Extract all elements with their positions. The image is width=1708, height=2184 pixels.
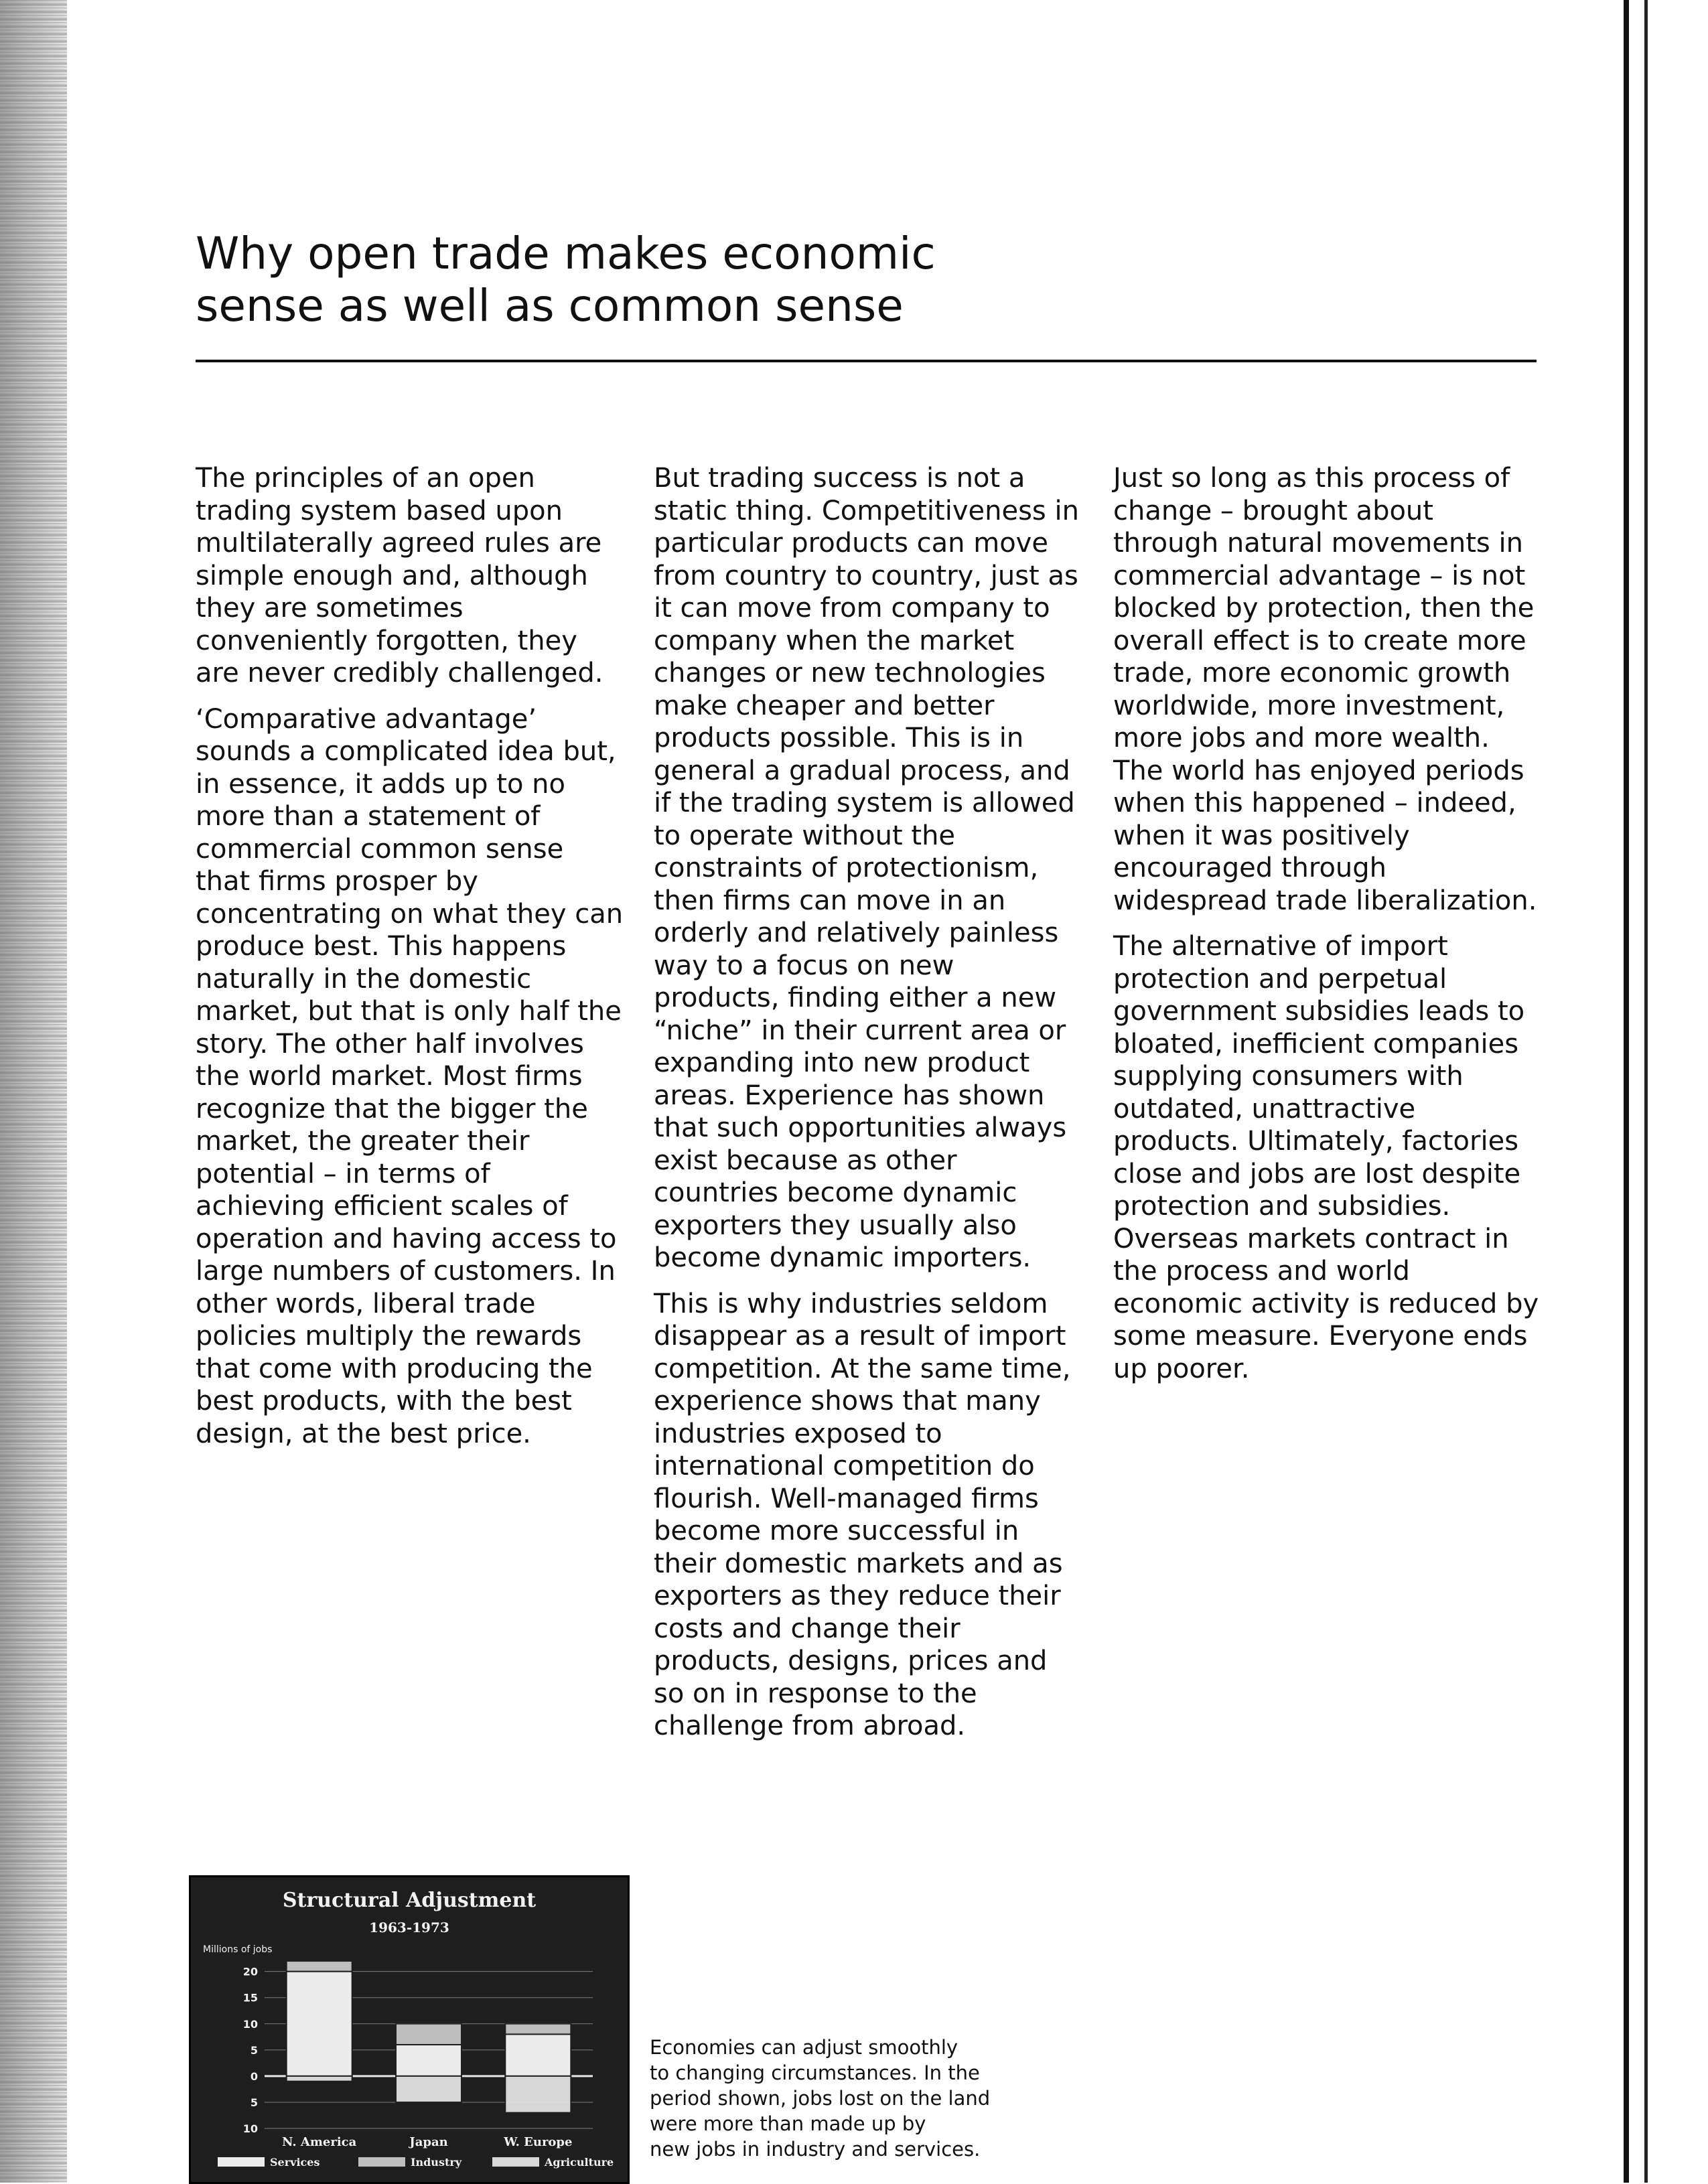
chart-y-tick-label: 20 (242, 1965, 258, 1978)
caption-line: were more than made up by (650, 2112, 926, 2135)
scan-edge-line (1644, 0, 1648, 2183)
chart-canvas (191, 1877, 628, 2182)
text-column-3 (1113, 462, 1545, 1398)
chart-bar (287, 1961, 352, 1972)
chart-y-tick-label: 15 (242, 1991, 258, 2005)
chart-y-tick-label: 10 (242, 2017, 258, 2031)
chart-bars (287, 1961, 571, 2113)
chart-legend-label: Industry (411, 2156, 462, 2169)
paragraph: The alternative of import protection and perpetual government subsidies leads to bloated, inefficient companies supplying consumers with outdated, unattractive products. Ultimately, factories close and jobs are lost despite protection and subsidies. Overseas markets contract in the process and world economic activity is reduced by some measure. Everyone ends up poorer. (1113, 931, 1539, 1384)
chart-y-tick-label: 5 (250, 2096, 258, 2109)
text-column-2 (654, 462, 1082, 1756)
title-divider (196, 360, 1537, 362)
chart-bar (396, 2024, 461, 2045)
chart-legend-swatch (358, 2157, 405, 2167)
chart-subtitle: 1963-1973 (369, 1919, 449, 1936)
chart-y-ticks (243, 1966, 258, 2135)
chart-category-label: N. America (282, 2135, 357, 2149)
chart-legend-swatch (492, 2157, 539, 2167)
chart-bar (505, 2024, 571, 2035)
chart-y-tick-label: 10 (242, 2122, 258, 2135)
caption-line: to changing circumstances. In the (650, 2061, 980, 2084)
caption-line: new jobs in industry and services. (650, 2138, 981, 2161)
chart-title: Structural Adjustment (282, 1889, 537, 1912)
chart-bar (505, 2034, 571, 2076)
chart-y-axis-label: Millions of jobs (203, 1944, 273, 1955)
figure-caption (650, 2035, 1078, 2162)
chart-bar (505, 2076, 571, 2113)
scan-edge-line (1624, 0, 1629, 2183)
caption-line: period shown, jobs lost on the land (650, 2087, 991, 2110)
title-line: sense as well as common sense (196, 280, 904, 332)
chart-legend-label: Agriculture (545, 2156, 614, 2169)
chart-bar (396, 2045, 461, 2076)
chart-legend-swatch (218, 2157, 265, 2167)
chart-category-label: W. Europe (504, 2135, 573, 2149)
chart-y-tick-label: 0 (250, 2069, 258, 2083)
paragraph: Just so long as this process of change – brought about through natural movements in commercial advantage – is not blocked by protection, then the overall effect is to create more trade, more economic growth worldwide, more investment, more jobs and more wealth. The world has enjoyed periods when this happened – indeed, when it was positively encouraged through widespread trade liberalization. (1113, 463, 1537, 916)
text-column-1 (196, 462, 624, 1463)
chart-bar (396, 2076, 461, 2102)
chart-category-labels (282, 2135, 572, 2149)
chart-y-tick-label: 5 (250, 2043, 258, 2057)
article-title (196, 228, 1468, 332)
paragraph: But trading success is not a static thing. Competitiveness in particular products can move from country to country, just as it can move from company to company when the market changes or new technologies make cheaper and better products possible. This is in general a gradual process, and if the trading system is allowed to operate without the constraints of protectionism, then firms can move in an orderly and relatively painless way to a focus on new products, finding either a new “niche” in their current area or expanding into new product areas. Experience has shown that such opportunities always exist because as other countries become dynamic exporters they usually also become dynamic importers. (654, 463, 1079, 1273)
scan-shadow-left (0, 0, 67, 2183)
chart-category-label: Japan (409, 2135, 448, 2149)
chart-legend-label: Services (270, 2156, 320, 2169)
title-line: Why open trade makes economic (196, 228, 936, 279)
paragraph: ‘Comparative advantage’ sounds a complicated idea but, in essence, it adds up to no more than a statement of commercial common sense that firms prosper by concentrating on what they can produce best. This happens naturally in the domestic market, but that is only half the story. The other half involves the world market. Most firms recognize that the bigger the market, the greater their potential – in terms of achieving efficient scales of operation and having access to large numbers of customers. In other words, liberal trade policies multiply the rewards that come with producing the best products, with the best design, at the best price. (196, 703, 624, 1449)
paragraph: The principles of an open trading system based upon multilaterally agreed rules are simple enough and, although they are sometimes conveniently forgotten, they are never credibly challenged. (196, 463, 603, 688)
paragraph: This is why industries seldom disappear as a result of import competition. At the same time, experience shows that many industries exposed to international competition do flourish. Well-managed firms become more successful in their domestic markets and as exporters as they reduce their costs and change their products, designs, prices and so on in response to the challenge from abroad. (654, 1288, 1071, 1741)
chart-bar (287, 2076, 352, 2082)
chart-bar (287, 1972, 352, 2076)
chart-legend (218, 2156, 614, 2169)
caption-line: Economies can adjust smoothly (650, 2036, 958, 2059)
structural-adjustment-chart (189, 1875, 630, 2184)
